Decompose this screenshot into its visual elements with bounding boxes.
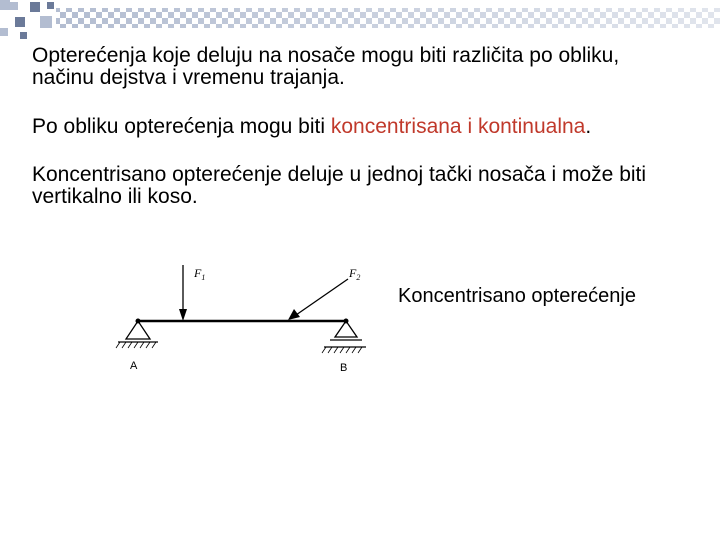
paragraph2-suffix: .: [585, 115, 592, 138]
paragraph2-prefix: Po obliku opterećenja mogu biti: [32, 115, 331, 138]
header-decoration: [0, 0, 720, 40]
support-a: [116, 319, 158, 349]
support-b: [322, 319, 366, 354]
force-f1-label: $F_1$: [194, 266, 206, 282]
beam-diagram: [110, 255, 370, 375]
support-a-label: A: [130, 360, 138, 372]
paragraph2-highlight: koncentrisana i kontinualna: [330, 115, 586, 138]
paragraph-concentrated-load: Koncentrisano opterećenje deluje u jednoj tački nosača i može biti vertikalno ili koso.: [32, 163, 647, 208]
paragraph-load-shape: [32, 116, 682, 138]
force-f1-arrow: [179, 265, 187, 321]
support-b-label: B: [340, 362, 348, 374]
paragraph-load-types: Opterećenja koje deluju na nosače mogu biti različita po obliku, načinu dejstva i vremenu trajanja.: [32, 44, 620, 89]
force-f2-label: $F_2$: [349, 266, 361, 282]
diagram-caption: Koncentrisano opterećenje: [398, 285, 636, 307]
force-f2-arrow: [288, 279, 348, 320]
